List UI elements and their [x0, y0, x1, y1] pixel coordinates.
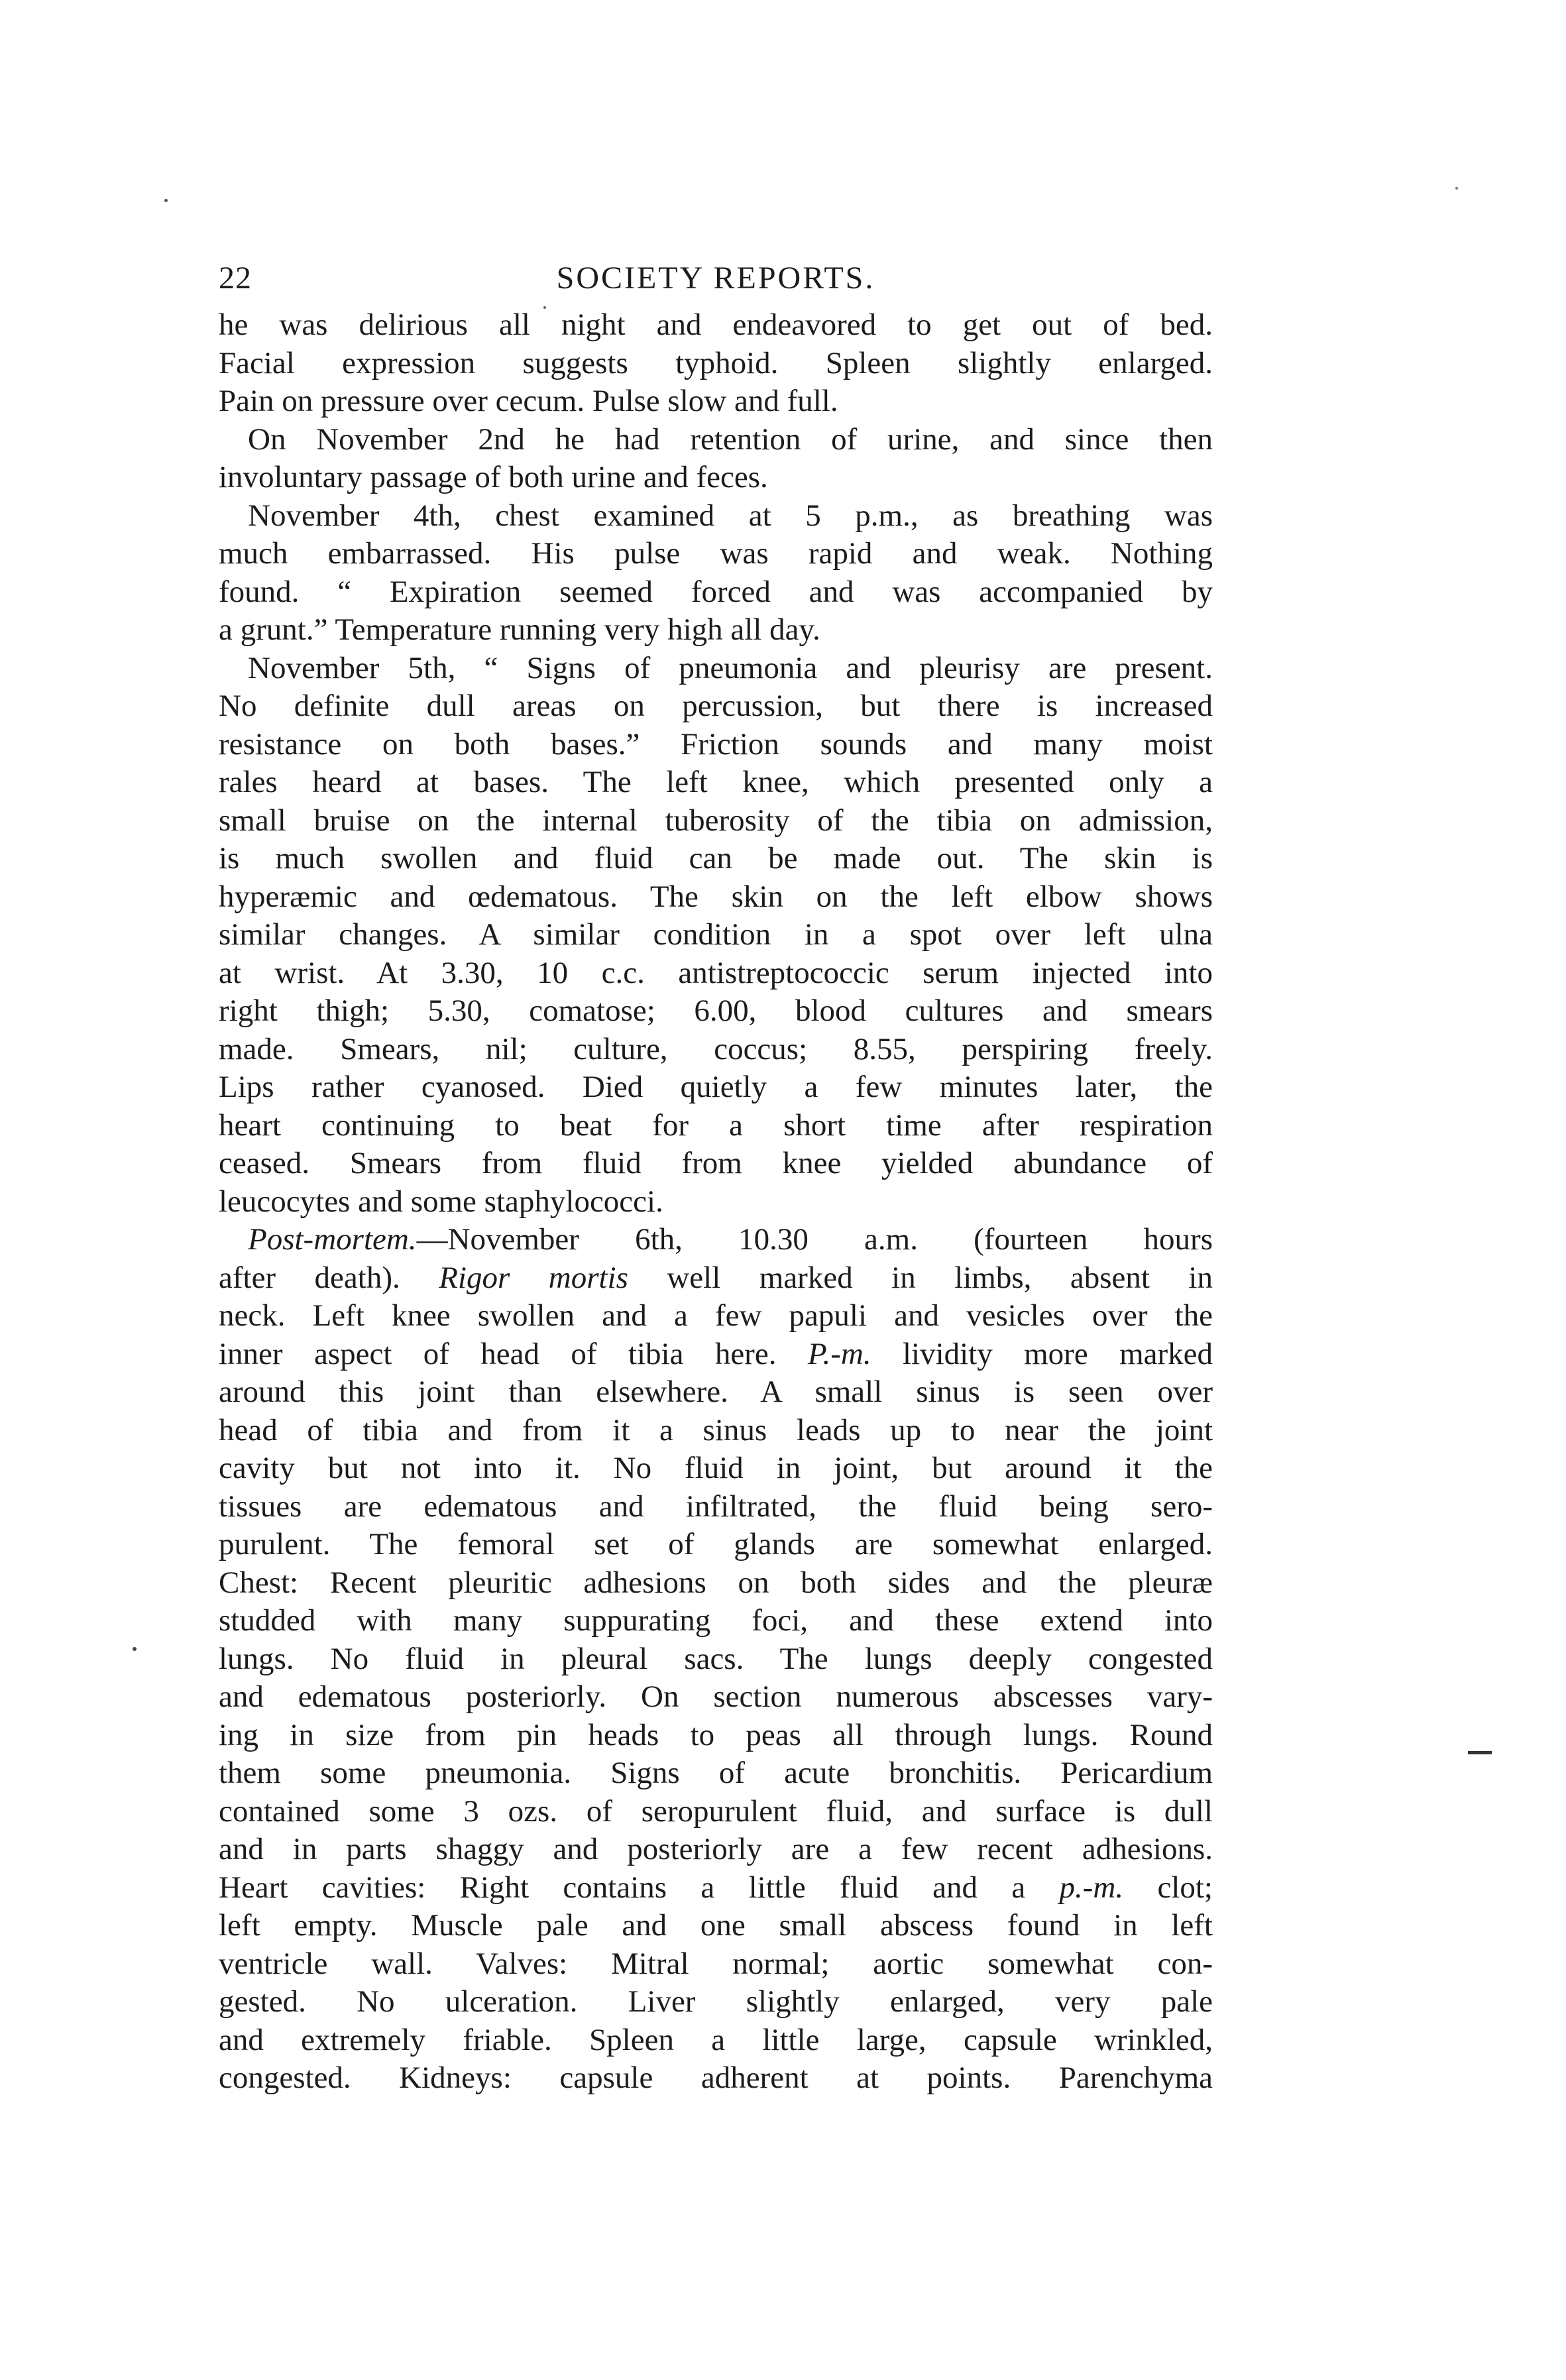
- text-line: leucocytes and some staphylococci.: [219, 1184, 663, 1219]
- text-line: cavity but not into it. No fluid in joint, but around it the: [219, 1451, 1213, 1485]
- text-line: found. “ Expiration seemed forced and was accompanied by: [219, 574, 1213, 609]
- text-line: Facial expression suggests typhoid. Spleen slightly enlarged.: [219, 345, 1213, 380]
- text-line: On November 2nd he had retention of urine, and since then: [248, 422, 1213, 457]
- text-line: Lips rather cyanosed. Died quietly a few minutes later, the: [219, 1070, 1213, 1104]
- text-line: studded with many suppurating foci, and these extend into: [219, 1603, 1213, 1638]
- text-line: and extremely friable. Spleen a little large, capsule wrinkled,: [219, 2022, 1213, 2057]
- text-line: involuntary passage of both urine and feces.: [219, 460, 768, 494]
- text-line: ceased. Smears from fluid from knee yielded abundance of: [219, 1146, 1213, 1180]
- text-line: ing in size from pin heads to peas all through lungs. Round: [219, 1717, 1213, 1752]
- scan-speck: [1455, 187, 1458, 190]
- margin-mark: [1468, 1751, 1492, 1754]
- text-line: a grunt.” Temperature running very high all day.: [219, 612, 820, 647]
- text-line: he was delirious all night and endeavored to get out of bed.: [219, 308, 1213, 342]
- text-line: Heart cavities: Right contains a little fluid and a p.-m. clot;: [219, 1870, 1213, 1905]
- text-line: and edematous posteriorly. On section numerous abscesses vary-: [219, 1679, 1213, 1714]
- text-line: at wrist. At 3.30, 10 c.c. antistreptococcic serum injected into: [219, 955, 1213, 990]
- scan-speck: [164, 199, 168, 202]
- text-line: them some pneumonia. Signs of acute bronchitis. Pericardium: [219, 1756, 1213, 1790]
- text-line: congested. Kidneys: capsule adherent at points. Parenchyma: [219, 2061, 1213, 2095]
- body-text: [219, 306, 1213, 2098]
- text-line: similar changes. A similar condition in a spot over left ulna: [219, 917, 1213, 952]
- text-line: heart continuing to beat for a short time after respiration: [219, 1107, 1213, 1143]
- text-line: purulent. The femoral set of glands are somewhat enlarged.: [219, 1527, 1213, 1561]
- text-line: and in parts shaggy and posteriorly are a few recent adhesions.: [219, 1832, 1213, 1866]
- running-head: SOCIETY REPORTS.: [556, 260, 875, 296]
- text-line: gested. No ulceration. Liver slightly enlarged, very pale: [219, 1984, 1213, 2019]
- text-line: Pain on pressure over cecum. Pulse slow and full.: [219, 384, 838, 418]
- text-line: inner aspect of head of tibia here. P.-m. lividity more marked: [219, 1336, 1213, 1371]
- text-line: right thigh; 5.30, comatose; 6.00, blood cultures and smears: [219, 993, 1213, 1028]
- text-line: November 5th, “ Signs of pneumonia and pleurisy are present.: [248, 650, 1213, 685]
- text-line: ventricle wall. Valves: Mitral normal; aortic somewhat con-: [219, 1946, 1213, 1981]
- text-line: made. Smears, nil; culture, coccus; 8.55, perspiring freely.: [219, 1031, 1213, 1066]
- text-line: is much swollen and fluid can be made out. The skin is: [219, 841, 1213, 876]
- text-line: Post-mortem.—November 6th, 10.30 a.m. (fourteen hours: [248, 1222, 1213, 1257]
- text-line: tissues are edematous and infiltrated, the fluid being sero-: [219, 1489, 1213, 1524]
- text-line: much embarrassed. His pulse was rapid and weak. Nothing: [219, 536, 1213, 571]
- text-line: small bruise on the internal tuberosity of the tibia on admission,: [219, 803, 1213, 838]
- scan-speck: [133, 1647, 137, 1651]
- text-line: November 4th, chest examined at 5 p.m., as breathing was: [248, 498, 1213, 533]
- text-line: after death). Rigor mortis well marked in limbs, absent in: [219, 1260, 1213, 1295]
- text-line: left empty. Muscle pale and one small abscess found in left: [219, 1908, 1213, 1943]
- text-line: neck. Left knee swollen and a few papuli and vesicles over the: [219, 1298, 1213, 1333]
- text-line: contained some 3 ozs. of seropurulent fluid, and surface is dull: [219, 1793, 1213, 1829]
- text-line: head of tibia and from it a sinus leads up to near the joint: [219, 1412, 1213, 1447]
- text-line: No definite dull areas on percussion, but there is increased: [219, 689, 1213, 723]
- text-line: lungs. No fluid in pleural sacs. The lungs deeply congested: [219, 1641, 1213, 1676]
- text-line: around this joint than elsewhere. A small sinus is seen over: [219, 1375, 1213, 1409]
- page-number: 22: [219, 260, 252, 296]
- text-line: rales heard at bases. The left knee, which presented only a: [219, 765, 1213, 799]
- text-line: Chest: Recent pleuritic adhesions on both sides and the pleuræ: [219, 1565, 1213, 1600]
- page-header: [219, 260, 1213, 300]
- text-line: resistance on both bases.” Friction sounds and many moist: [219, 726, 1213, 762]
- text-line: hyperæmic and œdematous. The skin on the left elbow shows: [219, 879, 1213, 914]
